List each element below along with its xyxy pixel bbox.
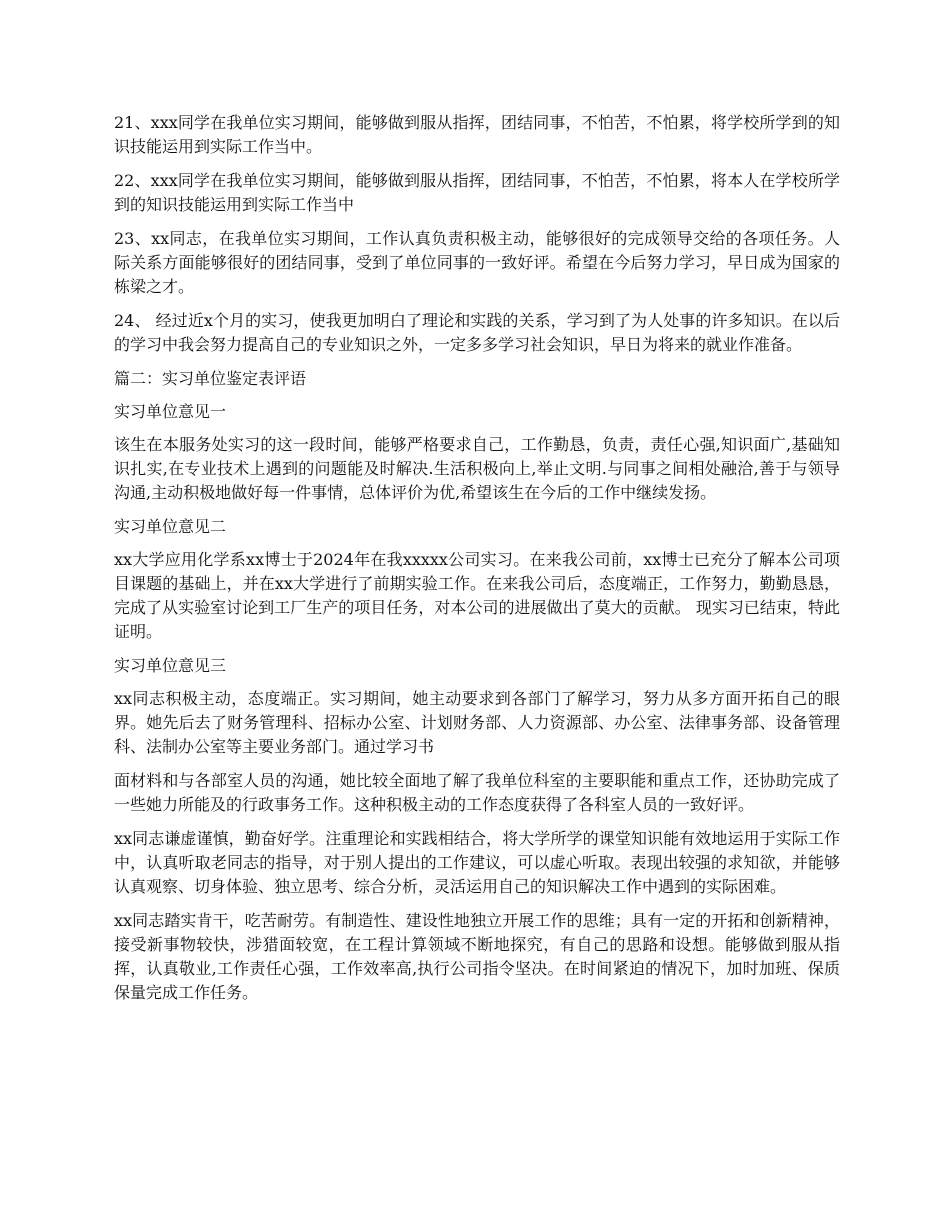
- paragraph-22: 22、xxx同学在我单位实习期间，能够做到服从指挥，团结同事，不怕苦，不怕累，将本人在学校所学到的知识技能运用到实际工作当中: [114, 171, 840, 214]
- opinion-body-one: 该生在本服务处实习的这一段时间，能够严格要求自己，工作勤恳，负责，责任心强,知识面广,基础知识扎实,在专业技术上遇到的问题能及时解决.生活积极向上,举止文明.与同事之间相处融洽,善于与领导沟通,主动积极地做好每一件事情，总体评价为优,希望该生在今后的工作中继续发扬。: [114, 435, 840, 502]
- opinion-body-three-part-b: 面材料和与各部室人员的沟通，她比较全面地了解了我单位科室的主要职能和重点工作，还协助完成了一些她力所能及的行政事务工作。这种积极主动的工作态度获得了各科室人员的一致好评。: [114, 771, 840, 814]
- section-title-part-two: 篇二：实习单位鉴定表评语: [114, 369, 307, 388]
- opinion-body-three-part-c: xx同志谦虚谨慎，勤奋好学。注重理论和实践相结合，将大学所学的课堂知识能有效地运用于实际工作中，认真听取老同志的指导，对于别人提出的工作建议，可以虚心听取。表现出较强的求知欲，并能够认真观察、切身体验、独立思考、综合分析，灵活运用自己的知识解决工作中遇到的实际困难。: [114, 829, 840, 896]
- opinion-heading-two: 实习单位意见二: [114, 517, 227, 536]
- paragraph-24: 24、 经过近x个月的实习，使我更加明白了理论和实践的关系，学习到了为人处事的许多知识。在以后的学习中我会努力提高自己的专业知识之外，一定多多学习社会知识，早日为将来的就业作准备。: [114, 311, 840, 354]
- opinion-body-three-part-d: xx同志踏实肯干，吃苦耐劳。有制造性、建设性地独立开展工作的思维；具有一定的开拓和创新精神，接受新事物较快，涉猎面较宽，在工程计算领域不断地探究，有自己的思路和设想。能够做到服从指挥，认真敬业,工作责任心强，工作效率高,执行公司指令坚决。在时间紧迫的情况下，加时加班、保质保量完成工作任务。: [114, 911, 840, 1002]
- paragraph-21: 21、xxx同学在我单位实习期间，能够做到服从指挥，团结同事，不怕苦，不怕累，将学校所学到的知识技能运用到实际工作当中。: [114, 113, 840, 156]
- opinion-body-two: xx大学应用化学系xx博士于2024年在我xxxxx公司实习。在来我公司前，xx博士已充分了解本公司项目课题的基础上，并在xx大学进行了前期实验工作。在来我公司后，态度端正，工作努力，勤勤恳恳，完成了从实验室讨论到工厂生产的项目任务，对本公司的进展做出了莫大的贡献。 现实习已结束，特此证明。: [114, 550, 840, 641]
- document-page: [114, 111, 840, 1015]
- opinion-heading-three: 实习单位意见三: [114, 656, 227, 675]
- opinion-heading-one: 实习单位意见一: [114, 402, 227, 421]
- paragraph-23: 23、xx同志，在我单位实习期间，工作认真负责积极主动，能够很好的完成领导交给的各项任务。人际关系方面能够很好的团结同事，受到了单位同事的一致好评。希望在今后努力学习，早日成为国家的栋梁之才。: [114, 229, 840, 296]
- opinion-body-three-part-a: xx同志积极主动，态度端正。实习期间，她主动要求到各部门了解学习，努力从多方面开拓自己的眼界。她先后去了财务管理科、招标办公室、计划财务部、人力资源部、办公室、法律事务部、设备管理科、法制办公室等主要业务部门。通过学习书: [114, 689, 840, 756]
